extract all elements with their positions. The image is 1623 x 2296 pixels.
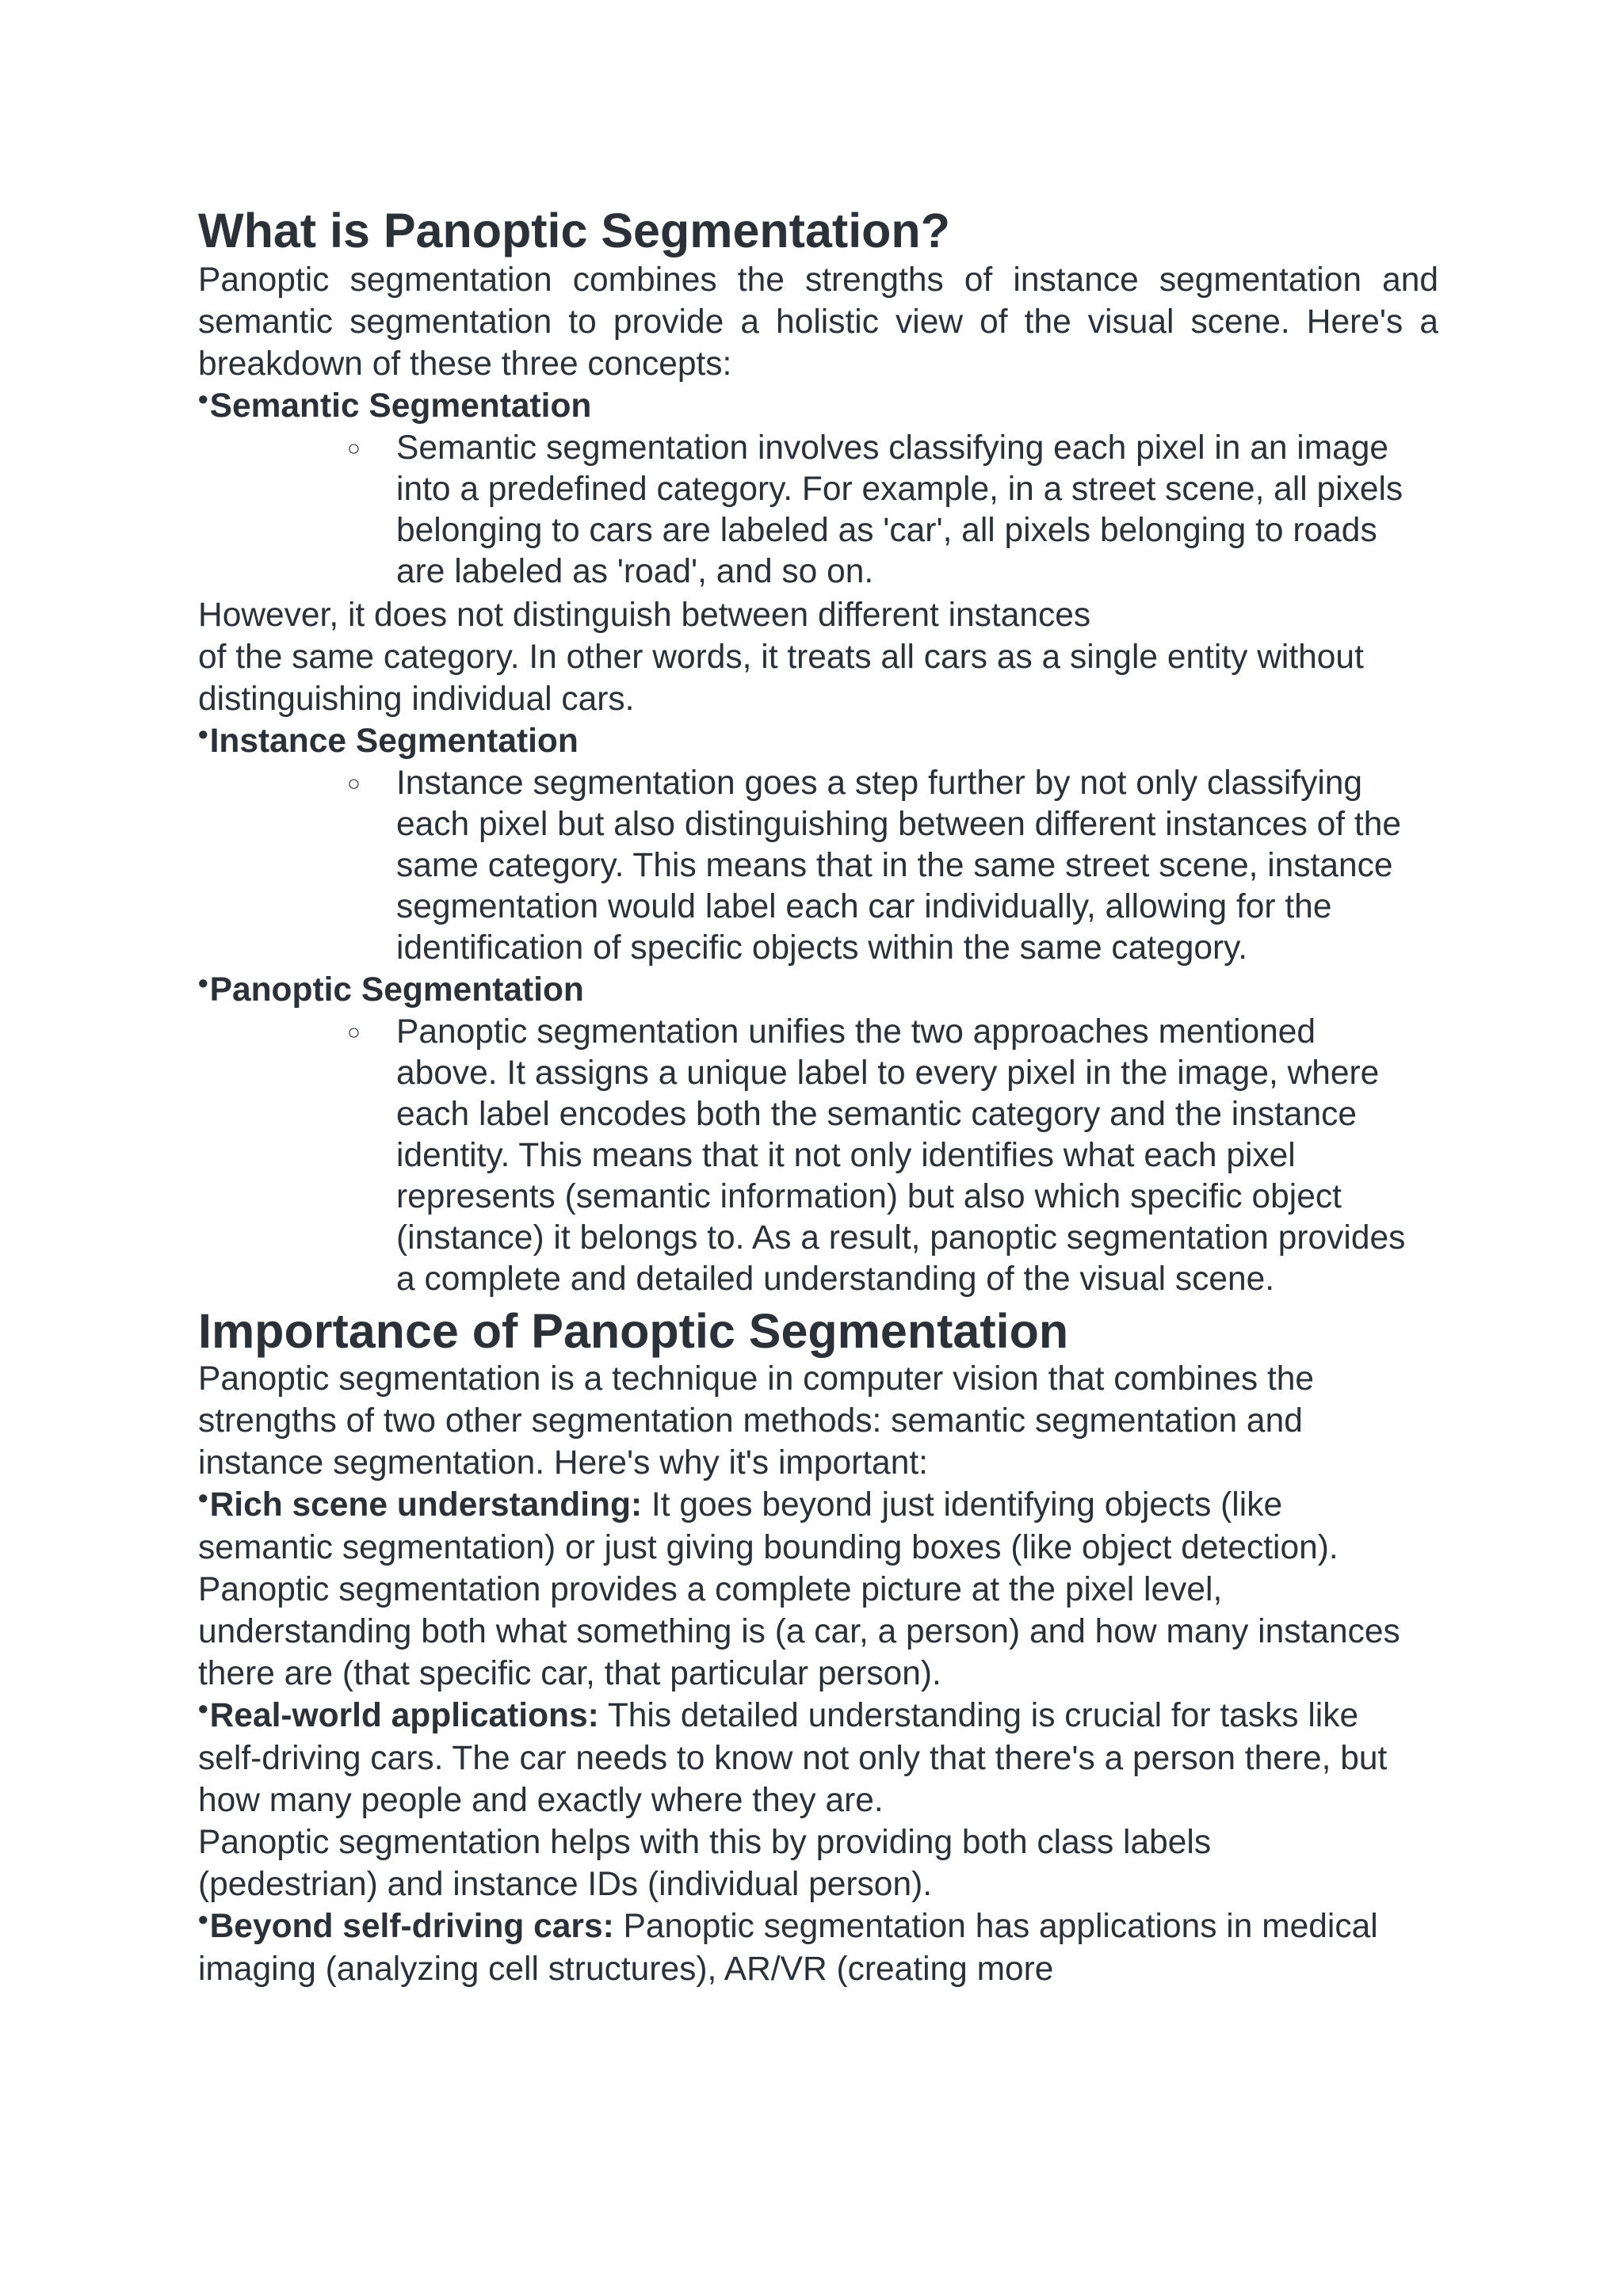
bullet-label: Rich scene understanding: [209,1486,643,1524]
circle-bullet-icon: ○ [347,436,361,461]
bullet-heading: Instance Segmentation [209,723,579,761]
sub-item-text: Semantic segmentation involves classifying each pixel in an image into a predefined category. For example, in a street scene, all pixels belonging to cars are labeled as 'car', all pixels belonging to roads are labeled as 'road', and so on. [396,429,1403,591]
bullet-text: It goes beyond just identifying objects (like semantic segmentation) or just giving bounding boxes (like object detection). Panoptic segmentation provides a complete picture at the pixel level, understanding both what something is (a car, a person) and how many instances there are (that specific car, that particular person). [198,1486,1400,1693]
importance-intro-paragraph: Panoptic segmentation is a technique in computer vision that combines the strengths of two other segmentation methods: semantic segmentation and instance segmentation. Here's why it's important: [198,1360,1315,1482]
bullet-text: Panoptic segmentation has applications in medical imaging (analyzing cell structures), AR/VR (creating more [198,1908,1378,1989]
bullet-heading: Semantic Segmentation [209,387,592,425]
bullet-dot-icon: • [198,967,208,1000]
bullet-rich-scene [198,1484,1403,1695]
sub-item-text: Instance segmentation goes a step further by not only classifying each pixel but also distinguishing between different instances of the same category. This means that in the same street scene, instance segmentation would label each car individually, allowing for the identification of specific objects within the same category. [396,765,1401,967]
circle-bullet-icon: ○ [347,1020,361,1045]
bullet-label: Real-world applications: [209,1697,599,1735]
bullet-beyond-self-driving [198,1905,1438,1990]
bullet-semantic-segmentation [198,385,1438,428]
bullet-dot-icon: • [198,1482,208,1515]
bullet-label: Beyond self-driving cars: [209,1908,614,1946]
bullet-dot-icon: • [198,718,208,751]
document-page [198,204,1438,1990]
section-intro-paragraph: Panoptic segmentation combines the strengths of instance segmentation and semantic segmentation to provide a holistic view of the visual scene. Here's a breakdown of these three concepts: [198,261,1438,383]
semantic-note-line2: of the same category. In other words, it treats all cars as a single entity without distinguishing individual cars. [198,639,1364,719]
bullet-panoptic-segmentation [198,969,1438,1012]
section-title-importance: Importance of Panoptic Segmentation [198,1304,1069,1359]
bullet-text: This detailed understanding is crucial for tasks like self-driving cars. The car needs to know not only that there's a person there, but how many people and exactly where they are. [198,1697,1388,1820]
sub-item-text: Panoptic segmentation unifies the two approaches mentioned above. It assigns a unique label to every pixel in the image, where each label encodes both the semantic category and the instance identity. This means that it not only identifies what each pixel represents (semantic information) but also which specific object (instance) it belongs to. As a result, panoptic segmentation provides a complete and detailed understanding of the visual scene. [396,1013,1406,1299]
bullet-real-world [198,1692,1419,1821]
bullet-heading: Panoptic Segmentation [209,971,584,1009]
bullet-instance-segmentation [198,720,1438,763]
sub-item-panoptic [198,1012,1438,1300]
circle-bullet-icon: ○ [347,771,361,796]
sub-item-instance [198,763,1438,969]
sub-item-semantic [198,428,1438,593]
section-title-what-is-panoptic: What is Panoptic Segmentation? [198,204,950,257]
bullet-dot-icon: • [198,383,208,416]
semantic-note-line1: However, it does not distinguish between different instances [198,597,1091,635]
bullet-dot-icon: • [198,1903,208,1936]
bullet-dot-icon: • [198,1692,208,1726]
real-world-note: Panoptic segmentation helps with this by providing both class labels (pedestrian) and instance IDs (individual person). [198,1824,1212,1904]
